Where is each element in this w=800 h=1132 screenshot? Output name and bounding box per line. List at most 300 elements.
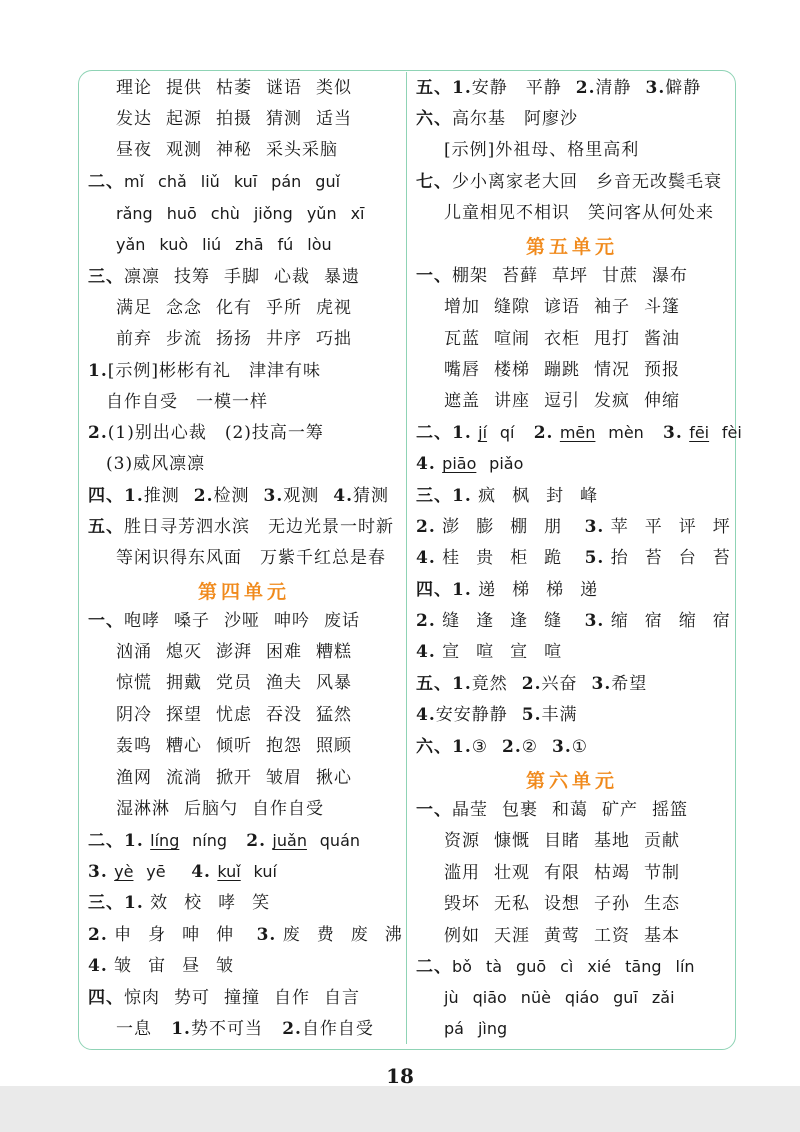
char-row [114, 925, 250, 945]
item-number: 3. [263, 486, 284, 506]
answer-word: 增加 [444, 297, 480, 317]
answer-word: 壮观 [494, 863, 530, 883]
answer-word: 困难 [266, 642, 302, 662]
answer-text: 自作自受 [301, 1019, 374, 1039]
word-row [452, 266, 688, 286]
answer-line [88, 955, 250, 977]
answer-word: 喧闹 [494, 329, 530, 349]
section-label: 三、 [88, 267, 124, 287]
answer-word: 惊肉 [124, 988, 160, 1008]
unit-heading: 第五单元 [525, 236, 618, 258]
pinyin-answer: mèn [608, 423, 644, 442]
answer-word: 晶莹 [452, 800, 488, 820]
answer-line [416, 956, 695, 978]
answer-line [416, 704, 578, 726]
answer-word: 咆哮 [124, 611, 160, 631]
pinyin-answer: quán [319, 831, 361, 850]
answer-line [116, 767, 352, 789]
answer-char: 逢 [510, 611, 529, 631]
answer-char: 评 [678, 517, 697, 537]
answer-line [416, 547, 747, 569]
char-row [442, 611, 578, 631]
char-row [611, 611, 747, 631]
answer-word: 湿淋淋 [116, 799, 170, 819]
pinyin-row [116, 204, 365, 223]
answer-word: liǔ [200, 172, 220, 191]
answer-word: 基本 [644, 926, 680, 946]
answer-text: 自作自受 一模一样 [106, 392, 268, 412]
numbered-answer [124, 485, 180, 507]
pinyin-row [124, 172, 340, 191]
item-number: 3. [584, 611, 605, 631]
answer-word: 汹涌 [116, 642, 152, 662]
answer-line [116, 108, 352, 130]
answer-word: 满足 [116, 298, 152, 318]
numbered-answer [333, 485, 389, 507]
item-number: 5. [521, 705, 542, 725]
answer-line [444, 328, 680, 350]
numbered-answer [646, 77, 702, 99]
answer-word: 猜测 [266, 109, 302, 129]
answer-char: 台 [678, 548, 697, 568]
answer-word: 枯竭 [594, 863, 630, 883]
answer-word: 起源 [166, 109, 202, 129]
answer-word: 化有 [216, 298, 252, 318]
answer-word: 猛然 [316, 705, 352, 725]
numbered-answer [522, 673, 578, 695]
section-label: 一、 [88, 611, 124, 631]
answer-line [116, 77, 352, 99]
answer-word: 沙哑 [224, 611, 260, 631]
answer-text: 一息 [116, 1019, 152, 1039]
answer-word: 衣柜 [544, 329, 580, 349]
item-number: 4. [333, 486, 353, 506]
answer-word: qiāo [472, 988, 507, 1007]
answer-word: 天涯 [494, 926, 530, 946]
unit-heading: 第四单元 [197, 581, 290, 603]
pinyin-answer: kuí [253, 862, 277, 881]
answer-word: tà [485, 957, 503, 976]
answer-char: 沸 [384, 925, 403, 945]
answer-word: tāng [625, 957, 662, 976]
answer-char: 宣 [510, 642, 529, 662]
section-label: 五、 [416, 674, 452, 694]
item-number: 3. [645, 78, 666, 98]
answer-word: 瓦蓝 [444, 329, 480, 349]
answer-line [116, 234, 332, 256]
answer-line [88, 485, 389, 507]
item-number: 3. [88, 862, 108, 882]
answer-char: 棚 [510, 517, 529, 537]
answer-word: 嗓子 [174, 611, 210, 631]
char-row [150, 893, 286, 913]
pinyin-answer: líng [150, 831, 180, 850]
answer-char: 皱 [114, 956, 133, 976]
answer-text: ② [521, 737, 538, 757]
answer-word: jiǒng [253, 204, 293, 223]
answer-line [444, 830, 680, 852]
pinyin-row [444, 1019, 507, 1038]
answer-word: 糟心 [166, 736, 202, 756]
answer-word: 撞撞 [224, 988, 260, 1008]
answer-word: 倾听 [216, 736, 252, 756]
pinyin-answer: mēn [559, 423, 596, 442]
answer-word: lín [675, 957, 695, 976]
answer-word: yǎn [116, 235, 146, 254]
answer-word: 惊慌 [116, 673, 152, 693]
section-label: 二、 [416, 957, 452, 977]
page-number: 18 [386, 1064, 414, 1088]
answer-text: 安安静静 [435, 705, 508, 725]
numbered-answer [416, 704, 508, 726]
answer-word: 缝隙 [494, 297, 530, 317]
answer-char: 峰 [580, 486, 599, 506]
answer-word: 矿产 [602, 800, 638, 820]
answer-char: 膨 [476, 517, 495, 537]
item-number: 2. [521, 674, 542, 694]
answer-line [116, 203, 365, 225]
answer-text: 希望 [611, 674, 648, 694]
section-label: 三、 [88, 893, 124, 913]
answer-word: 子孙 [594, 894, 630, 914]
answer-line [416, 108, 578, 130]
answer-char: 宿 [712, 611, 731, 631]
answer-word: 糟糕 [316, 642, 352, 662]
answer-line [444, 202, 714, 224]
answer-word: 念念 [166, 298, 202, 318]
answer-text: 僻静 [665, 78, 702, 98]
numbered-row [124, 486, 389, 506]
answer-word: 例如 [444, 926, 480, 946]
answer-word: 袖子 [594, 297, 630, 317]
answer-word: 贡献 [644, 831, 680, 851]
section-label: 二、 [88, 172, 124, 192]
answer-text: [示例]彬彬有礼 津津有味 [107, 361, 322, 381]
answer-line [88, 892, 286, 914]
answer-text: 检测 [213, 486, 250, 506]
answer-word: guǐ [315, 172, 341, 191]
answer-word: lòu [307, 235, 332, 254]
item-number: 1. [452, 78, 472, 98]
answer-line [444, 893, 680, 915]
answer-char: 笑 [252, 893, 271, 913]
word-row [124, 988, 360, 1008]
poem-line: 少小离家老大回 乡音无改鬓毛衰 [452, 172, 722, 192]
answer-line [88, 987, 360, 1009]
answer-word: 理论 [116, 78, 152, 98]
answer-line [416, 736, 588, 758]
section-label: 四、 [88, 486, 124, 506]
answer-word: 风暴 [316, 673, 352, 693]
answer-char: 苔 [644, 548, 663, 568]
answer-char: 校 [184, 893, 203, 913]
answer-word: 无私 [494, 894, 530, 914]
answer-word: 步流 [166, 329, 202, 349]
answer-word: xī [350, 204, 365, 223]
answer-word: 提供 [166, 78, 202, 98]
answer-line [88, 171, 340, 193]
answer-char: 逢 [476, 611, 495, 631]
answer-char: 废 [350, 925, 369, 945]
answer-line [444, 296, 680, 318]
answer-line [444, 359, 680, 381]
answer-word: chù [210, 204, 240, 223]
answer-char: 身 [148, 925, 167, 945]
answer-line [116, 1018, 374, 1040]
pinyin-answer: jí [478, 423, 488, 442]
item-number: 2. [533, 423, 554, 443]
answer-word: 流淌 [166, 768, 202, 788]
section-label: 五、 [416, 78, 452, 98]
numbered-answer [452, 673, 508, 695]
pinyin-row [452, 957, 695, 976]
item-number: 4. [191, 862, 211, 882]
answer-line [116, 704, 352, 726]
item-number: 1. [452, 423, 472, 443]
answer-line [416, 171, 722, 193]
answer-line [416, 799, 688, 821]
answer-line [88, 360, 321, 382]
answer-text: 势不可当 [190, 1019, 263, 1039]
answer-char: 喧 [544, 642, 563, 662]
pinyin-answer: qí [499, 423, 515, 442]
numbered-answer [592, 673, 648, 695]
item-number: 5. [584, 548, 605, 568]
answer-char: 呻 [182, 925, 201, 945]
answer-char: 递 [580, 580, 599, 600]
answer-word: liú [202, 235, 222, 254]
char-row [442, 548, 578, 568]
answer-word: 适当 [316, 109, 352, 129]
answer-line [106, 391, 268, 413]
answer-char: 效 [150, 893, 169, 913]
answer-word: 抱怨 [266, 736, 302, 756]
answer-line [88, 610, 360, 632]
answer-char: 递 [478, 580, 497, 600]
answer-char: 宿 [644, 611, 663, 631]
answer-line [116, 641, 352, 663]
section-label: 二、 [416, 423, 452, 443]
answer-word: pán [271, 172, 302, 191]
char-row [442, 642, 578, 662]
word-row [124, 267, 360, 287]
answer-word: 自作 [274, 988, 310, 1008]
answer-word: zhā [235, 235, 264, 254]
numbered-row [416, 705, 578, 725]
section-label: 六、 [416, 109, 452, 129]
char-row [114, 956, 250, 976]
answer-line [444, 925, 680, 947]
numbered-row [452, 737, 588, 757]
answer-text: 竟然 [471, 674, 508, 694]
answer-char: 苹 [610, 517, 629, 537]
answer-line [116, 547, 386, 569]
answer-text: 猜测 [353, 486, 389, 506]
answer-word: 呻吟 [274, 611, 310, 631]
answer-char: 申 [114, 925, 133, 945]
item-number: 3. [591, 674, 612, 694]
answer-word: 探望 [166, 705, 202, 725]
answer-word: 谚语 [544, 297, 580, 317]
answer-word: zǎi [651, 988, 675, 1007]
answer-word: rǎng [116, 204, 153, 223]
numbered-answer [452, 736, 488, 758]
answer-line [106, 453, 205, 475]
item-number: 1. [452, 737, 472, 757]
answer-word: 后脑勺 [184, 799, 238, 819]
answer-line [416, 579, 614, 601]
answer-text: 丰满 [541, 705, 578, 725]
item-number: 1. [452, 674, 472, 694]
answer-char: 柜 [510, 548, 529, 568]
answer-line [116, 798, 324, 820]
answer-word: 楼梯 [494, 360, 530, 380]
answer-word: 甩打 [594, 329, 630, 349]
pinyin-answer: yè [114, 862, 134, 881]
answer-word: 党员 [216, 673, 252, 693]
answer-word: 心裁 [274, 267, 310, 287]
answer-char: 枫 [512, 486, 531, 506]
answer-char: 哮 [218, 893, 237, 913]
answer-text: 观测 [283, 486, 320, 506]
answer-word: 自言 [324, 988, 360, 1008]
answer-line [416, 77, 701, 99]
answer-word: 皱眉 [266, 768, 302, 788]
answer-word: 前弃 [116, 329, 152, 349]
item-number: 2. [193, 486, 214, 506]
answer-word: 工资 [594, 926, 630, 946]
answer-line [116, 328, 352, 350]
section-label: 三、 [416, 486, 452, 506]
answer-char: 跪 [544, 548, 563, 568]
answer-char: 抬 [610, 548, 629, 568]
item-number: 2. [416, 517, 436, 537]
answer-word: 自作自受 [252, 799, 324, 819]
answer-word: 逗引 [544, 391, 580, 411]
answer-word: 暴遗 [324, 267, 360, 287]
answer-line [416, 641, 578, 663]
answer-word: 斗篷 [644, 297, 680, 317]
answer-text: (3)威风凛凛 [106, 454, 206, 474]
answer-word: 基地 [594, 831, 630, 851]
answer-word: 废话 [324, 611, 360, 631]
poem-line: 胜日寻芳泗水滨 无边光景一时新 [124, 517, 394, 537]
answer-word: 草坪 [552, 266, 588, 286]
answer-word: 技筹 [174, 267, 210, 287]
item-number: 4. [416, 548, 436, 568]
answer-word: 有限 [544, 863, 580, 883]
section-label: 四、 [416, 580, 452, 600]
answer-word: 发达 [116, 109, 152, 129]
answer-word: huō [166, 204, 197, 223]
answer-word: 包裹 [502, 800, 538, 820]
answer-word: 瀑布 [652, 266, 688, 286]
numbered-answer [522, 704, 578, 726]
answer-word: 枯萎 [216, 78, 252, 98]
item-number: 1. [124, 831, 144, 851]
answer-word: 节制 [644, 863, 680, 883]
poem-line: 等闲识得东风面 万紫千红总是春 [116, 548, 386, 568]
pinyin-answer: fēi [689, 423, 710, 442]
answer-word: cì [560, 957, 574, 976]
answer-line [444, 1018, 507, 1040]
answer-word: 神秘 [216, 140, 252, 160]
section-label: 五、 [88, 517, 124, 537]
pinyin-row [116, 235, 332, 254]
answer-text: 高尔基 阿廖沙 [452, 109, 578, 129]
item-number: 4. [88, 956, 108, 976]
answer-char: 缝 [544, 611, 563, 631]
answer-word: 渔夫 [266, 673, 302, 693]
answer-char: 梯 [546, 580, 565, 600]
answer-line [416, 265, 688, 287]
answer-line [88, 516, 394, 538]
answer-word: 阴冷 [116, 705, 152, 725]
item-number: 1. [124, 486, 144, 506]
answer-line [416, 516, 747, 538]
answer-text: ① [571, 737, 588, 757]
answer-word: 摇篮 [652, 800, 688, 820]
item-number: 4. [416, 454, 436, 474]
item-number: 3. [663, 423, 683, 443]
answer-word: 设想 [544, 894, 580, 914]
answer-word: 轰鸣 [116, 736, 152, 756]
answer-line [88, 266, 360, 288]
answer-word: 苔藓 [502, 266, 538, 286]
answer-line [444, 139, 639, 161]
answer-word: 谜语 [266, 78, 302, 98]
column-divider [406, 72, 407, 1044]
answer-word: bǒ [452, 957, 472, 976]
numbered-answer [576, 77, 632, 99]
section-label: 四、 [88, 988, 124, 1008]
answer-text: 清静 [595, 78, 632, 98]
answer-word: 扬扬 [216, 329, 252, 349]
section-label: 一、 [416, 800, 452, 820]
numbered-answer [502, 736, 538, 758]
word-row [452, 800, 688, 820]
pinyin-answer: fèi [721, 423, 742, 442]
answer-word: 发疯 [594, 391, 630, 411]
answer-word: kuò [159, 235, 189, 254]
answer-char: 昼 [182, 956, 201, 976]
answer-char: 宙 [148, 956, 167, 976]
answer-char: 伸 [216, 925, 235, 945]
answer-word: jù [444, 988, 459, 1007]
answer-line [444, 987, 675, 1009]
answer-line [116, 735, 352, 757]
item-number: 2. [502, 737, 522, 757]
answer-char: 坪 [712, 517, 731, 537]
answer-word: 拥戴 [166, 673, 202, 693]
answer-text: 兴奋 [541, 674, 578, 694]
answer-word: mǐ [124, 172, 145, 191]
answer-line [416, 453, 523, 475]
answer-word: 资源 [444, 831, 480, 851]
answer-char: 疯 [478, 486, 497, 506]
answer-word: 预报 [644, 360, 680, 380]
answer-word: guī [613, 988, 638, 1007]
answer-word: 慷慨 [494, 831, 530, 851]
answer-char: 苔 [712, 548, 731, 568]
answer-text: ③ [471, 737, 488, 757]
item-number: 2. [88, 423, 108, 443]
answer-word: 揪心 [316, 768, 352, 788]
answer-line [116, 297, 352, 319]
answer-word: 虎视 [316, 298, 352, 318]
answer-char: 缩 [610, 611, 629, 631]
answer-line [88, 422, 324, 444]
